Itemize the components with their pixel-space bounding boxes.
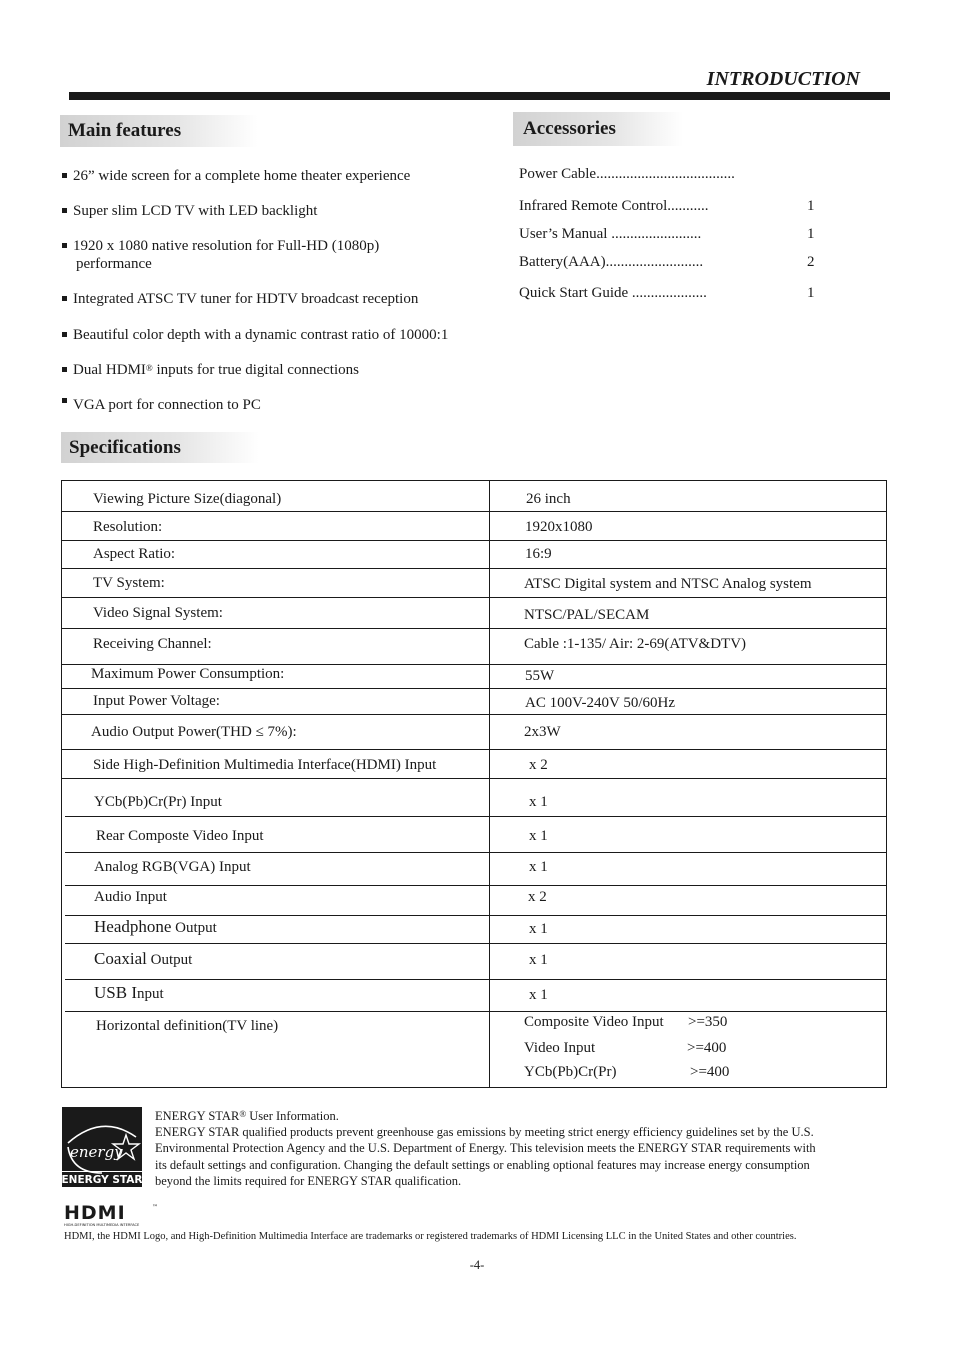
accessory-name: Infrared Remote Control........... (519, 198, 709, 214)
energy-star-info (155, 1108, 905, 1189)
feature-item: 1920 x 1080 native resolution for Full-HD (1080p) performance (62, 237, 512, 273)
spec-value: 26 inch (526, 491, 571, 507)
spec-label: Maximum Power Consumption: (91, 666, 285, 682)
accessory-row (519, 165, 829, 183)
spec-label: Resolution: (93, 519, 163, 535)
energy-star-icon (62, 1107, 142, 1187)
feature-item-continuation: performance (76, 256, 152, 272)
spec-row-line (61, 597, 887, 598)
spec-label: Rear Composte Video Input (96, 828, 264, 844)
spec-row-line (65, 816, 887, 817)
accessory-qty: 1 (807, 285, 815, 301)
spec-table (61, 480, 887, 1088)
spec-subvalue: >=400 (690, 1064, 730, 1080)
spec-row-line (61, 540, 887, 541)
spec-label: TV System: (93, 575, 165, 591)
spec-row-line (65, 885, 887, 886)
hdmi-trademark-notice: HDMI, the HDMI Logo, and High-Definition Multimedia Interface are trademarks or registered trademarks of HDMI Licensing LLC in the United States and other countries. (64, 1231, 797, 1242)
accessory-name: User’s Manual ........................ (519, 226, 702, 242)
spec-value: 16:9 (525, 546, 552, 562)
feature-item: VGA port for connection to PC (62, 396, 512, 414)
spec-value: x 1 (529, 859, 548, 875)
spec-row-line (61, 749, 887, 750)
feature-item: Beautiful color depth with a dynamic contrast ratio of 10000:1 (62, 326, 512, 344)
feature-item: Super slim LCD TV with LED backlight (62, 202, 512, 220)
spec-value: 55W (525, 668, 555, 684)
accessory-qty: 1 (807, 226, 815, 242)
bullet-icon (62, 173, 67, 178)
registered-mark: ® (145, 363, 153, 373)
spec-subvalue-name: Composite Video Input (524, 1014, 664, 1030)
spec-label: Viewing Picture Size(diagonal) (93, 491, 282, 507)
accessory-row (519, 284, 829, 302)
spec-label: Aspect Ratio: (93, 546, 176, 562)
accessory-row (519, 197, 829, 215)
spec-value: x 1 (529, 987, 548, 1003)
spec-value: x 2 (528, 889, 547, 905)
energy-star-text-line: its default settings and configuration. Changing the default settings or enabling optional features may increase energy consumption (155, 1157, 810, 1172)
svg-text:energy: energy (70, 1143, 123, 1161)
energy-star-text-line: ENERGY STAR qualified products prevent greenhouse gas emissions by meeting strict energy efficiency guidelines set by the U.S. (155, 1125, 814, 1140)
spec-label: Receiving Channel: (93, 636, 212, 652)
svg-text:™: ™ (152, 1204, 158, 1211)
spec-value: 2x3W (524, 724, 561, 740)
spec-row-line (61, 714, 887, 715)
bullet-icon (62, 243, 67, 248)
accessory-qty: 1 (807, 198, 815, 214)
spec-subvalue-name: Video Input (524, 1040, 596, 1056)
spec-label: Video Signal System: (93, 605, 223, 621)
feature-item: Dual HDMI® inputs for true digital connections (62, 361, 512, 379)
accessory-row (519, 253, 829, 271)
spec-row-line (65, 852, 887, 853)
bullet-icon (62, 208, 67, 213)
spec-row-line (65, 915, 887, 916)
bullet-icon (62, 367, 67, 372)
page-number: -4- (469, 1258, 485, 1272)
energy-star-text-line: Environmental Protection Agency and the U.S. Department of Energy. This television meets the ENERGY STAR requirements with (155, 1141, 816, 1156)
spec-row-line (61, 568, 887, 569)
spec-row-line (61, 511, 887, 512)
spec-value: x 1 (529, 794, 548, 810)
spec-value: x 1 (529, 921, 548, 937)
accessory-name: Quick Start Guide .................... (519, 285, 707, 301)
header-rule (69, 92, 890, 100)
feature-item: Integrated ATSC TV tuner for HDTV broadcast reception (62, 290, 512, 308)
spec-label: USB Input (94, 983, 164, 1002)
feature-item: 26” wide screen for a complete home theater experience (62, 167, 512, 185)
hdmi-logo-icon (64, 1203, 160, 1227)
specifications-heading: Specifications (61, 432, 259, 463)
accessory-row (519, 225, 829, 243)
bullet-icon (62, 332, 67, 337)
energy-star-text-line: beyond the limits required for ENERGY STAR qualification. (155, 1173, 462, 1188)
svg-text:HDMI: HDMI (64, 1203, 126, 1224)
accessories-heading: Accessories (513, 112, 683, 146)
spec-label: Input Power Voltage: (93, 693, 220, 709)
registered-mark: ® (239, 1109, 247, 1119)
spec-label: Horizontal definition(TV line) (96, 1018, 279, 1034)
main-features-heading: Main features (60, 115, 258, 147)
spec-value: ATSC Digital system and NTSC Analog system (524, 576, 812, 592)
spec-value: 1920x1080 (525, 519, 593, 535)
spec-value: AC 100V-240V 50/60Hz (525, 695, 676, 711)
spec-value: NTSC/PAL/SECAM (524, 607, 650, 623)
spec-label: Analog RGB(VGA) Input (94, 859, 251, 875)
accessory-name: Power Cable..................................... (519, 166, 735, 182)
accessory-qty: 2 (807, 254, 815, 270)
spec-subvalue-name: YCb(Pb)Cr(Pr) (524, 1064, 617, 1080)
spec-row-line (65, 1011, 887, 1012)
spec-value: x 1 (529, 952, 548, 968)
energy-star-logo (62, 1107, 142, 1187)
spec-row-line (61, 628, 887, 629)
spec-label: Side High-Definition Multimedia Interface(HDMI) Input (93, 757, 437, 773)
bullet-icon (62, 398, 67, 403)
spec-value: Cable :1-135/ Air: 2-69(ATV&DTV) (524, 636, 747, 652)
hdmi-logo (64, 1203, 160, 1227)
spec-subvalue: >=400 (687, 1040, 727, 1056)
spec-table-divider (489, 480, 490, 1088)
accessory-name: Battery(AAA).......................... (519, 254, 704, 270)
svg-text:ENERGY STAR: ENERGY STAR (62, 1174, 142, 1186)
spec-label: Audio Input (94, 889, 167, 905)
spec-label: YCb(Pb)Cr(Pr) Input (94, 794, 222, 810)
spec-label: Audio Output Power(THD ≤ 7%): (91, 724, 297, 740)
spec-row-line (65, 979, 887, 980)
spec-subvalue: >=350 (688, 1014, 728, 1030)
svg-text:HIGH-DEFINITION MULTIMEDIA INT: HIGH-DEFINITION MULTIMEDIA INTERFACE (64, 1223, 140, 1227)
spec-label: Coaxial Output (94, 949, 193, 968)
page-header-title: INTRODUCTION (706, 68, 860, 90)
bullet-icon (62, 296, 67, 301)
spec-row-line (61, 778, 887, 779)
spec-value: x 1 (529, 828, 548, 844)
spec-label: Headphone Output (94, 917, 217, 936)
spec-row-line (65, 943, 887, 944)
spec-row-line (61, 688, 887, 689)
spec-value: x 2 (529, 757, 548, 773)
energy-star-title: ENERGY STAR® User Information. (155, 1109, 339, 1123)
